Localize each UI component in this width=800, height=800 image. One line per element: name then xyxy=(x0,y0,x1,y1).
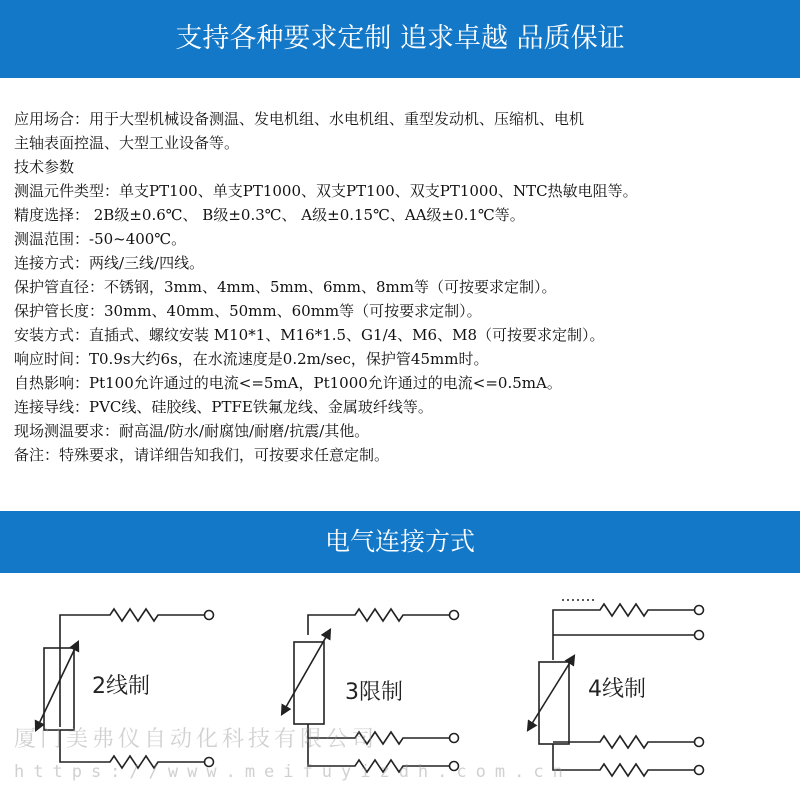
spec-line: 备注：特殊要求，请详细告知我们，可按要求任意定制。 xyxy=(14,446,390,464)
spec-line: 保护管直径：不锈钢，3mm、4mm、5mm、6mm、8mm等（可按要求定制）。 xyxy=(14,278,557,296)
top-banner: 支持各种要求定制 追求卓越 品质保证 xyxy=(0,0,800,78)
spec-line: 自热影响：Pt100允许通过的电流<=5mA，Pt1000允许通过的电流<=0.5mA。 xyxy=(14,374,562,392)
spec-line: 连接方式：两线/三线/四线。 xyxy=(14,254,205,272)
watermark-company: 厦门美弗仪自动化科技有限公司 xyxy=(14,727,379,752)
two-wire-label: 2线制 xyxy=(92,674,150,699)
spec-line: 技术参数 xyxy=(14,158,75,176)
section-banner: 电气连接方式 xyxy=(0,511,800,573)
spec-line: 响应时间：T0.9s大约6s，在水流速度是0.2m/sec，保护管45mm时。 xyxy=(14,350,489,368)
spec-line: 测温元件类型：单支PT100、单支PT1000、双支PT100、双支PT1000、NTC热敏电阻等。 xyxy=(14,182,638,200)
spec-line: 现场测温要求：耐高温/防水/耐腐蚀/耐磨/抗震/其他。 xyxy=(14,422,370,440)
watermark-url: https://www.meifuyizdh.com.cn xyxy=(14,762,572,782)
spec-list xyxy=(14,107,794,467)
four-wire-label: 4线制 xyxy=(588,677,646,702)
spec-line: 应用场合：用于大型机械设备测温、发电机组、水电机组、重型发动机、压缩机、电机 xyxy=(14,110,585,128)
spec-line: 保护管长度：30mm、40mm、50mm、60mm等（可按要求定制）。 xyxy=(14,302,482,320)
spec-line: 连接导线：PVC线、硅胶线、PTFE铁氟龙线、金属玻纤线等。 xyxy=(14,398,433,416)
spec-line: 精度选择： 2B级±0.6℃、 B级±0.3℃、 A级±0.15℃、AA级±0.1℃等。 xyxy=(14,206,525,224)
three-wire-label: 3限制 xyxy=(345,680,403,705)
spec-line: 安装方式：直插式、螺纹安装 M10*1、M16*1.5、G1/4、M6、M8（可按要求定制）。 xyxy=(14,326,605,344)
spec-line: 主轴表面控温、大型工业设备等。 xyxy=(14,134,240,152)
spec-line: 测温范围：-50~400℃。 xyxy=(14,230,187,248)
